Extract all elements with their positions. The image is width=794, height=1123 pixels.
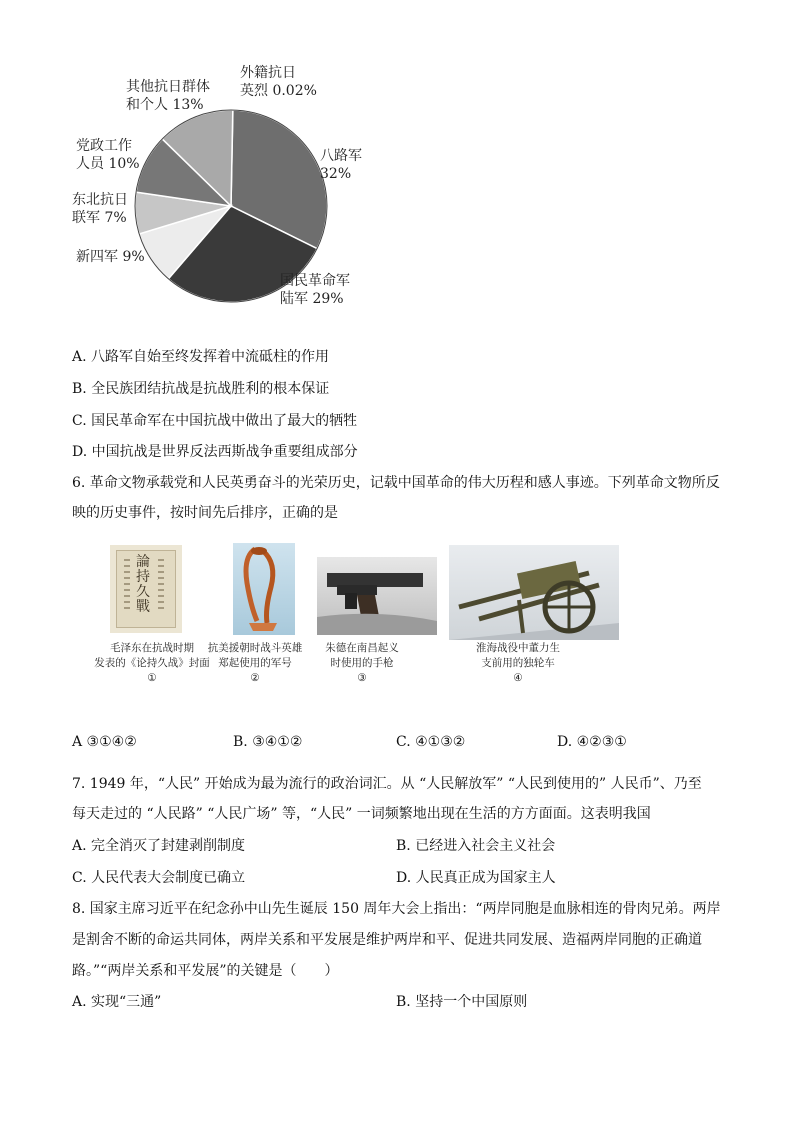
pie-label-foreign — [240, 64, 317, 100]
caption-number: ④ — [513, 672, 523, 684]
label-line: 英烈 0.02% — [240, 83, 317, 99]
label-line: 国民革命军 — [280, 273, 350, 289]
q5-option-d: D. 中国抗战是世界反法西斯战争重要组成部分 — [72, 444, 358, 460]
label-line: 外籍抗日 — [240, 65, 296, 81]
caption-number: ③ — [357, 672, 367, 684]
q8-option-b: B. 坚持一个中国原则 — [396, 994, 528, 1010]
pie-label-nra — [280, 272, 350, 308]
label-line: 联军 7% — [72, 210, 127, 226]
caption-4 — [468, 641, 568, 686]
caption-2 — [205, 641, 305, 686]
q7-option-d: D. 人民真正成为国家主人 — [396, 870, 556, 886]
label-line: 八路军 — [320, 148, 362, 164]
caption-line: 发表的《论持久战》封面 — [94, 657, 210, 669]
q6-option-a: A ③①④② — [72, 734, 137, 750]
label-line: 和个人 13% — [126, 97, 204, 113]
q8-stem-line2: 是割舍不断的命运共同体，两岸关系和平发展是维护两岸和平、促进共同发展、造福两岸同胞的正确道 — [72, 932, 702, 948]
caption-line: 抗美援朝时战斗英雄 — [207, 642, 303, 654]
label-line: 新四军 9% — [76, 249, 145, 265]
q5-option-a: A. 八路军自始至终发挥着中流砥柱的作用 — [72, 349, 330, 365]
label-line: 人员 10% — [76, 156, 140, 172]
q5-option-c: C. 国民革命军在中国抗战中做出了最大的牺牲 — [72, 413, 358, 429]
pie-label-ne — [72, 191, 128, 227]
caption-line: 时使用的手枪 — [330, 657, 394, 669]
q7-stem-line1: 7. 1949 年，“人民” 开始成为最为流行的政治词汇。从 “人民解放军” “人民到使用的” 人民币”、乃至 — [72, 776, 702, 792]
caption-line: 支前用的独轮车 — [481, 657, 555, 669]
caption-line: 郑起使用的军号 — [218, 657, 292, 669]
q7-option-b: B. 已经进入社会主义社会 — [396, 838, 556, 854]
q7-option-a: A. 完全消灭了封建剥削制度 — [72, 838, 246, 854]
caption-number: ① — [147, 672, 157, 684]
caption-3 — [312, 641, 412, 686]
label-line: 其他抗日群体 — [126, 79, 210, 95]
label-line: 东北抗日 — [72, 192, 128, 208]
q7-option-c: C. 人民代表大会制度已确立 — [72, 870, 246, 886]
pie-label-eighth — [320, 147, 362, 183]
pie-label-other — [126, 78, 210, 114]
label-line: 陆军 29% — [280, 291, 344, 307]
q7-stem-line2: 每天走过的 “人民路” “人民广场” 等，“人民” 一词频繁地出现在生活的方方面面。这表明我国 — [72, 806, 651, 822]
q8-option-a: A. 实现“三通” — [72, 994, 162, 1010]
caption-number: ② — [250, 672, 260, 684]
caption-line: 毛泽东在抗战时期 — [110, 642, 194, 654]
q6-option-d: D. ④②③① — [557, 734, 627, 750]
label-line: 32% — [320, 166, 352, 182]
q6-option-c: C. ④①③② — [396, 734, 466, 750]
pie-label-party — [76, 137, 140, 173]
q6-stem-line2: 映的历史事件，按时间先后排序，正确的是 — [72, 505, 338, 521]
bugle-image — [233, 543, 295, 635]
q8-stem-line3: 路。”“两岸关系和平发展”的关键是（ ） — [72, 963, 339, 979]
caption-line: 淮海战役中董力生 — [476, 642, 560, 654]
pistol-icon — [317, 557, 437, 635]
q8-stem-line1: 8. 国家主席习近平在纪念孙中山先生诞辰 150 周年大会上指出：“两岸同胞是血脉相连的骨肉兄弟。两岸 — [72, 901, 721, 917]
q5-option-b: B. 全民族团结抗战是抗战胜利的根本保证 — [72, 381, 330, 397]
caption-1 — [82, 641, 222, 686]
book-cover-image — [110, 545, 182, 633]
pistol-image — [317, 557, 437, 635]
caption-line: 朱德在南昌起义 — [325, 642, 399, 654]
book-cover-title: 論持久戰 — [136, 554, 150, 615]
wheelbarrow-image — [449, 545, 619, 640]
label-line: 党政工作 — [76, 138, 132, 154]
q6-stem-line1: 6. 革命文物承载党和人民英勇奋斗的光荣历史，记载中国革命的伟大历程和感人事迹。下列革命文物所反 — [72, 475, 720, 491]
pie-label-n4a — [76, 248, 145, 266]
bugle-icon — [233, 543, 295, 635]
wheelbarrow-icon — [449, 545, 619, 640]
q6-option-b: B. ③④①② — [233, 734, 303, 750]
